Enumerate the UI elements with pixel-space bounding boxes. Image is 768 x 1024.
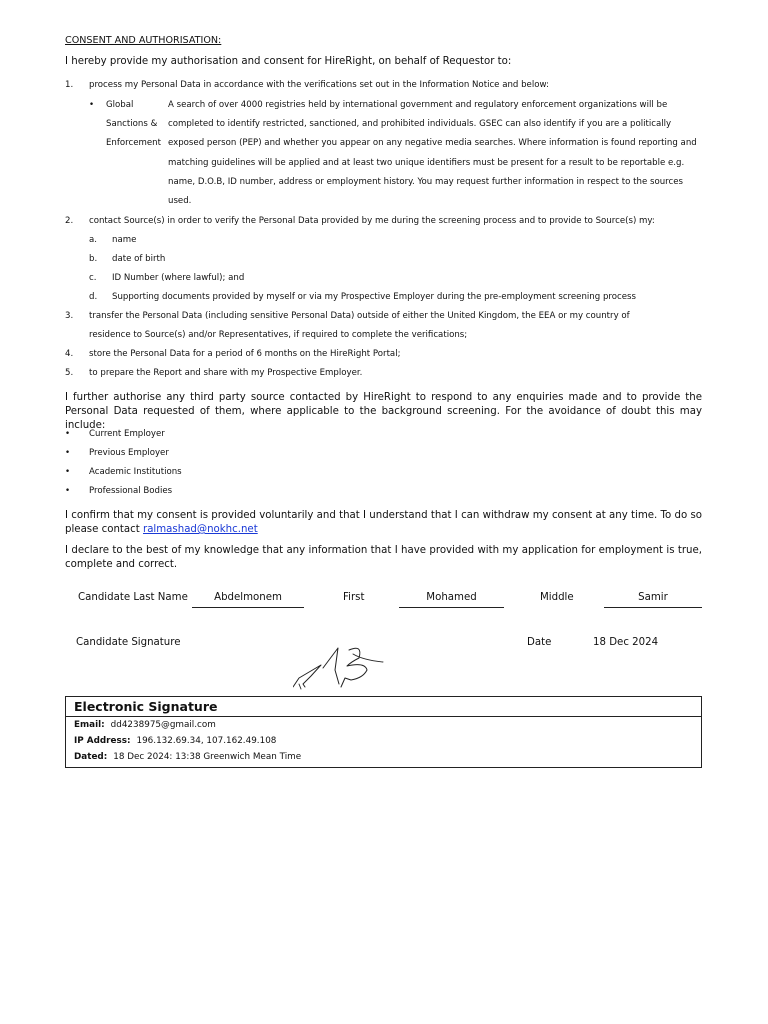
middle-name-value: Samir — [604, 592, 702, 608]
gsec-bullet: • — [89, 100, 95, 110]
esignature-dated-label: Dated: — [74, 752, 108, 762]
confirm-paragraph — [65, 509, 702, 537]
first-name-value: Mohamed — [399, 592, 504, 608]
item-2-number: 2. — [65, 216, 74, 226]
confirm-text: I confirm that my consent is provided voluntarily and that I understand that I can withdraw my consent at any time. To do so please contact — [65, 510, 702, 535]
item-4-text: store the Personal Data for a period of 6 months on the HireRight Portal; — [89, 349, 401, 359]
subitem-text: Supporting documents provided by myself or via my Prospective Employer during the pre-employment screening process — [112, 292, 636, 302]
bullet: • — [65, 486, 71, 496]
date-value: 18 Dec 2024 — [593, 637, 659, 648]
consent-intro: I hereby provide my authorisation and consent for HireRight, on behalf of Requestor to: — [65, 56, 512, 67]
bullet: • — [65, 467, 71, 477]
first-name-label: First — [343, 592, 365, 603]
esignature-ip-row — [66, 733, 701, 749]
date-label: Date — [527, 637, 552, 648]
subitem-text: ID Number (where lawful); and — [112, 273, 245, 283]
source-label: Previous Employer — [89, 448, 169, 458]
subitem-text: date of birth — [112, 254, 166, 264]
last-name-label: Candidate Last Name — [78, 592, 188, 603]
item-3-text: transfer the Personal Data (including sensitive Personal Data) outside of either the United Kingdom, the EEA or my country of — [89, 311, 630, 321]
gsec-label: Global Sanctions & Enforcement — [106, 100, 161, 149]
esignature-email-value: dd4238975@gmail.com — [110, 720, 216, 730]
item-1-text: process my Personal Data in accordance with the verifications set out in the Information Notice and below: — [89, 80, 549, 90]
subitem-letter: d. — [89, 292, 98, 302]
consent-heading: CONSENT AND AUTHORISATION: — [65, 35, 222, 46]
item-5-number: 5. — [65, 368, 74, 378]
esignature-title: Electronic Signature — [66, 697, 701, 717]
subitem-letter: a. — [89, 235, 97, 245]
item-4-number: 4. — [65, 349, 74, 359]
gsec-description: A search of over 4000 registries held by international government and regulatory enforcement organizations will be completed to identify restricted, sanctioned, and prohibited individuals. GSEC can also identify if you are a politically exposed person (PEP) and whether you appear on any negative media searches. Where information is found reporting and matching guidelines will be applied and at least two unique identifiers must be present for a result to be reportable e.g. name, D.O.B, ID number, address or employment history. You may request further information in respect to the sources used. — [168, 100, 697, 207]
last-name-value: Abdelmonem — [192, 592, 304, 608]
bullet: • — [65, 429, 71, 439]
contact-email-link[interactable]: ralmashad@nokhc.net — [143, 524, 258, 535]
item-2-text: contact Source(s) in order to verify the Personal Data provided by me during the screening process and to provide to Source(s) my: — [89, 216, 655, 226]
bullet: • — [65, 448, 71, 458]
item-3-text-continued: residence to Source(s) and/or Representatives, if required to complete the verifications; — [89, 330, 468, 340]
source-label: Academic Institutions — [89, 467, 182, 477]
handwritten-signature — [293, 640, 393, 692]
electronic-signature-box — [65, 696, 702, 768]
source-label: Professional Bodies — [89, 486, 173, 496]
source-label: Current Employer — [89, 429, 165, 439]
esignature-dated-value: 18 Dec 2024: 13:38 Greenwich Mean Time — [113, 752, 302, 762]
esignature-dated-row — [66, 749, 701, 765]
subitem-letter: b. — [89, 254, 98, 264]
subitem-text: name — [112, 235, 137, 245]
item-5-text: to prepare the Report and share with my Prospective Employer. — [89, 368, 363, 378]
item-3-number: 3. — [65, 311, 74, 321]
esignature-email-label: Email: — [74, 720, 105, 730]
esignature-ip-value: 196.132.69.34, 107.162.49.108 — [136, 736, 277, 746]
authorise-paragraph: I further authorise any third party source contacted by HireRight to respond to any enquiries made and to provide the Personal Data requested of them, where applicable to the background screening. For the avoidance of doubt this may include: — [65, 392, 702, 431]
esignature-ip-label: IP Address: — [74, 736, 131, 746]
subitem-letter: c. — [89, 273, 97, 283]
esignature-email-row — [66, 717, 701, 733]
item-1-number: 1. — [65, 80, 74, 90]
middle-name-label: Middle — [540, 592, 574, 603]
declare-paragraph: I declare to the best of my knowledge that any information that I have provided with my application for employment is true, complete and correct. — [65, 545, 702, 570]
signature-label: Candidate Signature — [76, 637, 181, 648]
